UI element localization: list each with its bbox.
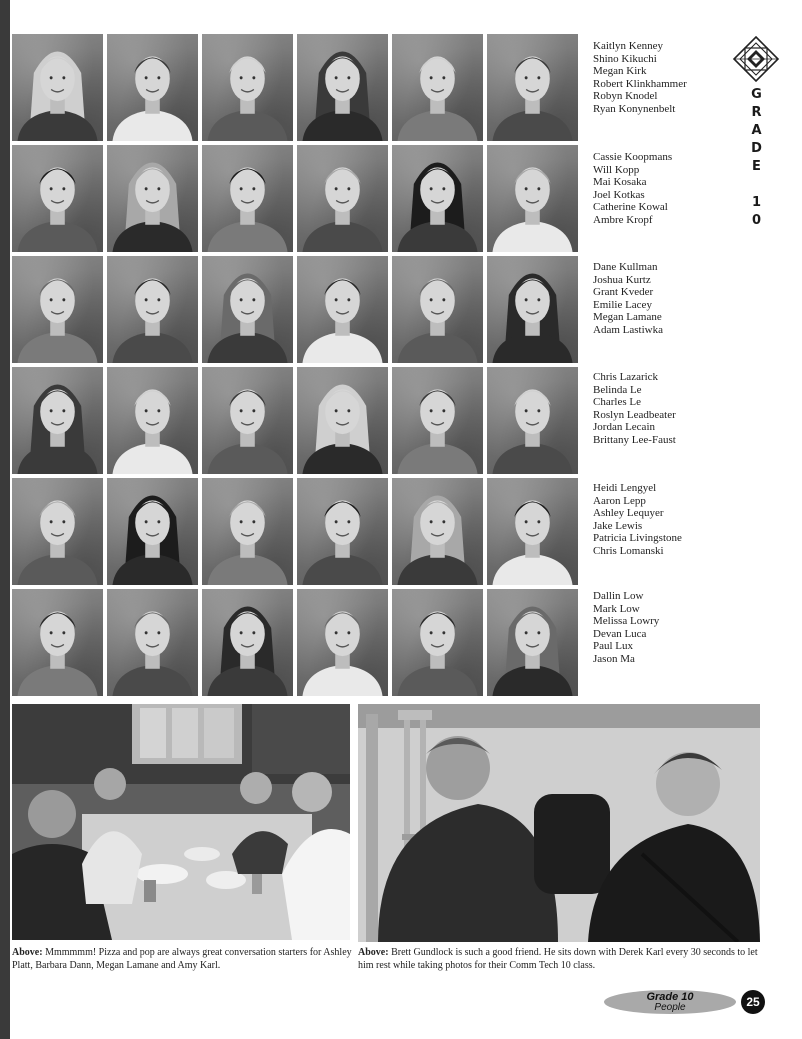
student-name: Belinda Le <box>593 383 642 396</box>
student-name: Megan Kirk <box>593 65 647 78</box>
student-portrait <box>12 478 103 585</box>
student-portrait <box>12 34 103 141</box>
page-binding-edge <box>0 0 10 1039</box>
student-portrait <box>202 589 293 696</box>
caption-lead: Above: <box>358 947 389 958</box>
student-name: Paul Lux <box>593 640 634 653</box>
crutches-photo <box>358 704 760 942</box>
student-name: Patricia Livingstone <box>593 532 682 545</box>
student-portrait <box>202 256 293 363</box>
caption-cafeteria <box>12 947 354 972</box>
page-number: 25 <box>741 990 765 1014</box>
grade-digit: 0 <box>751 213 763 228</box>
student-name: Joel Kotkas <box>593 188 645 201</box>
grade-diamond-logo <box>732 36 780 82</box>
student-portrait <box>202 34 293 141</box>
student-name: Chris Lomanski <box>593 544 664 557</box>
grade-letter: R <box>751 105 763 120</box>
grade-digit: 1 <box>751 195 763 210</box>
student-name: Joshua Kurtz <box>593 273 651 286</box>
student-portrait <box>392 34 483 141</box>
student-name: Adam Lastiwka <box>593 323 663 336</box>
name-list-row-3 <box>593 261 743 337</box>
student-name: Jason Ma <box>593 652 635 665</box>
caption-crutches <box>358 947 762 972</box>
student-portrait <box>107 367 198 474</box>
student-portrait <box>487 367 578 474</box>
student-portrait <box>12 367 103 474</box>
name-list-row-2 <box>593 151 743 227</box>
student-name: Robyn Knodel <box>593 90 658 103</box>
grade-letter: A <box>751 123 763 138</box>
grade-letter: G <box>751 87 763 102</box>
student-portrait <box>202 145 293 252</box>
name-list-row-5 <box>593 482 743 558</box>
student-portrait <box>107 145 198 252</box>
student-portrait <box>12 256 103 363</box>
student-portrait <box>392 145 483 252</box>
student-name: Aaron Lepp <box>593 494 646 507</box>
student-name: Robert Klinkhammer <box>593 77 687 90</box>
student-portrait <box>297 367 388 474</box>
student-name: Melissa Lowry <box>593 615 660 628</box>
student-name: Mai Kosaka <box>593 176 647 189</box>
student-name: Mark Low <box>593 602 640 615</box>
student-portrait <box>392 478 483 585</box>
student-portrait <box>297 589 388 696</box>
student-name: Shino Kikuchi <box>593 52 657 65</box>
student-portrait <box>107 478 198 585</box>
student-portrait <box>297 34 388 141</box>
student-name: Megan Lamane <box>593 311 662 324</box>
student-name: Catherine Kowal <box>593 201 668 214</box>
student-portrait <box>202 478 293 585</box>
student-portrait <box>487 34 578 141</box>
student-portrait <box>487 478 578 585</box>
student-name: Charles Le <box>593 396 641 409</box>
student-portrait <box>202 367 293 474</box>
student-name: Kaitlyn Kenney <box>593 40 663 52</box>
grade-letter: D <box>751 141 763 156</box>
student-name: Brittany Lee-Faust <box>593 433 676 446</box>
grade-letter <box>749 176 765 194</box>
student-portrait <box>107 34 198 141</box>
student-name: Jordan Lecain <box>593 421 655 434</box>
student-portrait <box>297 145 388 252</box>
name-list-row-6 <box>593 590 743 666</box>
student-name: Cassie Koopmans <box>593 151 673 163</box>
student-name: Jake Lewis <box>593 519 643 532</box>
student-name: Dane Kullman <box>593 261 658 273</box>
footer-subsection: People <box>654 1002 686 1013</box>
student-portrait <box>12 145 103 252</box>
student-name: Heidi Lengyel <box>593 482 657 494</box>
student-name: Ryan Konynenbelt <box>593 102 676 115</box>
portrait-grid <box>12 34 578 696</box>
student-name: Grant Kveder <box>593 286 654 299</box>
section-footer-tab <box>604 990 736 1014</box>
name-list-row-1 <box>593 40 743 116</box>
grade-vertical-label <box>749 86 765 230</box>
student-portrait <box>107 589 198 696</box>
caption-text: Brett Gundlock is such a good friend. He sits down with Derek Karl every 30 seconds to let him rest while taking photos for their Comm Tech 10 class. <box>358 947 758 971</box>
student-portrait <box>297 256 388 363</box>
student-portrait <box>392 367 483 474</box>
name-list-row-4 <box>593 371 743 447</box>
student-name: Chris Lazarick <box>593 371 659 383</box>
student-name: Dallin Low <box>593 590 644 602</box>
student-portrait <box>392 256 483 363</box>
grade-letter: E <box>752 159 762 174</box>
caption-lead: Above: <box>12 947 43 958</box>
student-portrait <box>12 589 103 696</box>
cafeteria-photo <box>12 704 350 940</box>
student-name: Devan Luca <box>593 627 647 640</box>
student-portrait <box>107 256 198 363</box>
caption-text: Mmmmmm! Pizza and pop are always great conversation starters for Ashley Platt, Barbara Dann, Megan Lamane and Amy Karl. <box>12 947 352 971</box>
student-portrait <box>487 256 578 363</box>
student-portrait <box>297 478 388 585</box>
student-name: Ashley Lequyer <box>593 507 664 520</box>
student-name: Ambre Kropf <box>593 213 653 226</box>
student-portrait <box>392 589 483 696</box>
student-name: Will Kopp <box>593 163 640 176</box>
student-portrait <box>487 145 578 252</box>
student-name: Roslyn Leadbeater <box>593 408 676 421</box>
footer-section: Grade 10 <box>646 991 694 1003</box>
student-portrait <box>487 589 578 696</box>
student-name: Emilie Lacey <box>593 298 652 311</box>
